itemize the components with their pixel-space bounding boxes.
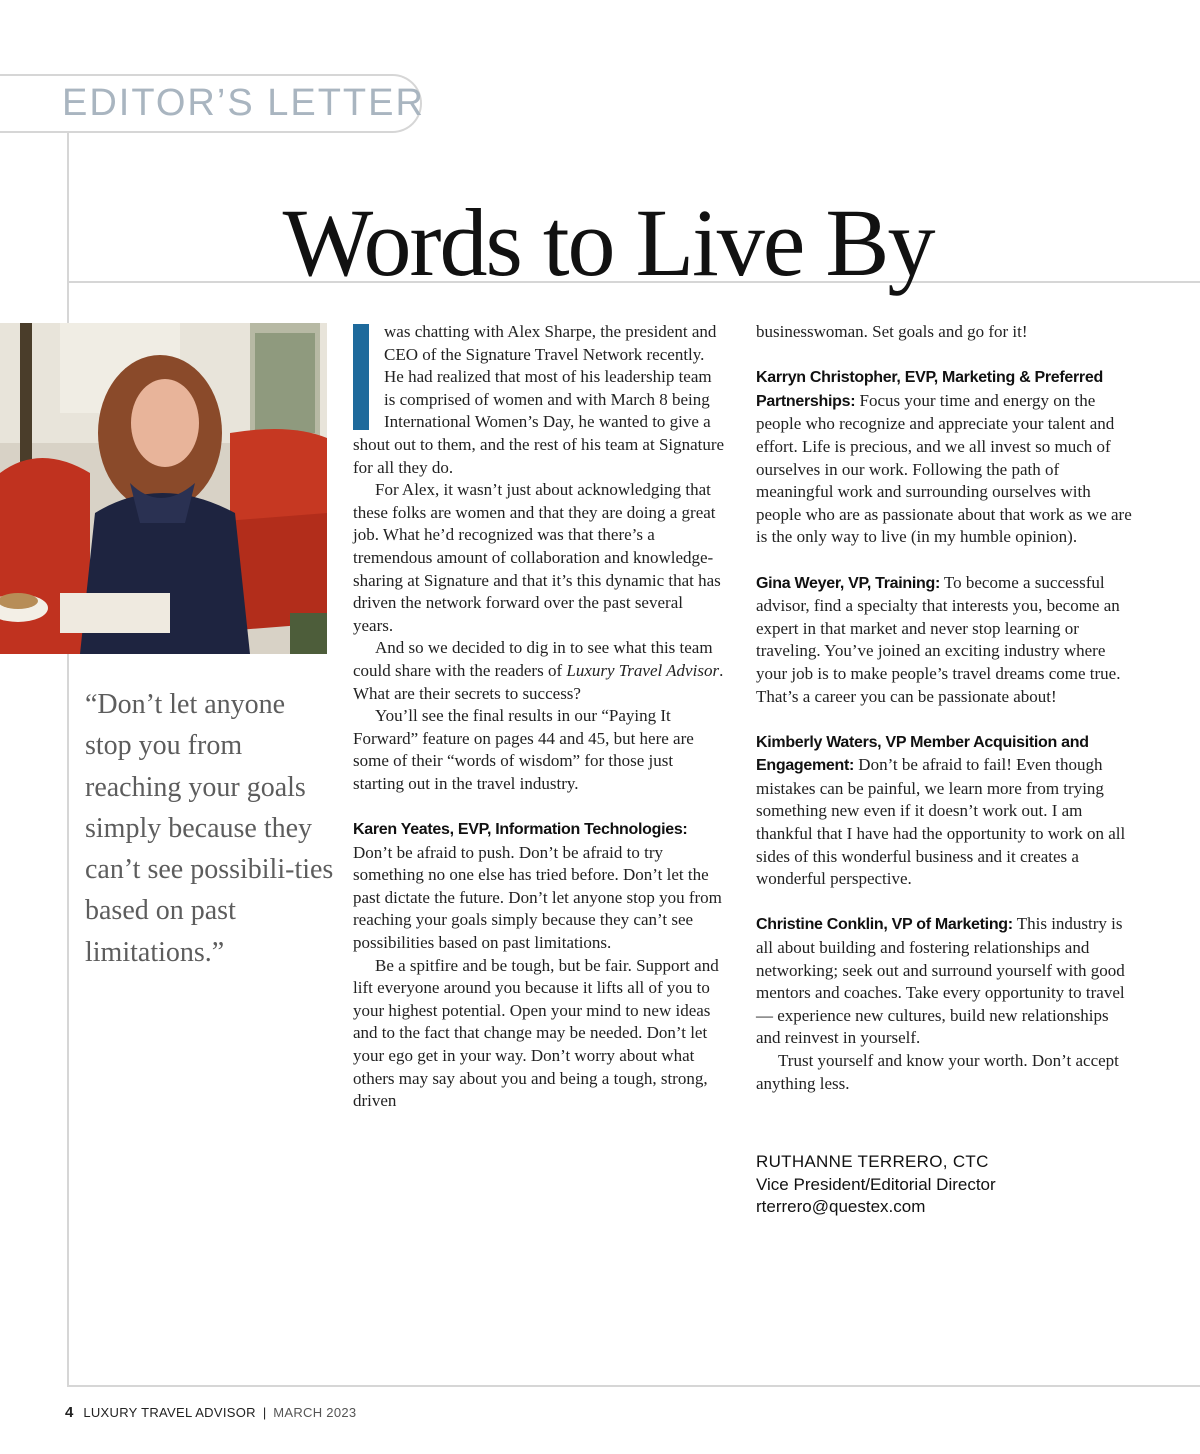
editor-name: RUTHANNE TERRERO, CTC <box>756 1152 989 1171</box>
opening-paragraph <box>353 321 725 479</box>
editor-title: Vice President/Editorial Director <box>756 1174 996 1194</box>
publication-title: LUXURY TRAVEL ADVISOR <box>83 1405 256 1420</box>
editor-signature <box>756 1151 996 1219</box>
editor-photo <box>0 323 327 654</box>
quote-text: To become a successful advisor, find a specialty that interests you, become an expert in that market and never stop learning or traveling. You’ve joined an exciting industry where your job is to make people’s travel dreams come true. That’s a career you can be passionate about! <box>756 572 1121 706</box>
pull-quote: “Don’t let anyone stop you from reaching your goals simply because they can’t see possibili-ties based on past limitations.” <box>85 689 334 968</box>
quote-text: Don’t be afraid to fail! Even though mistakes can be painful, we learn more from trying something new even if it doesn’t work out. I am thankful that I have had the opportunity to work on all sides of this wonderful business and it creates a wonderful perspective. <box>756 755 1126 889</box>
left-frame-line <box>67 133 69 1387</box>
issue-date: MARCH 2023 <box>273 1405 357 1420</box>
quote-attribution: Karryn Christopher, EVP, Marketing & Preferred Partnerships: <box>756 369 1103 410</box>
section-label: EDITOR’S LETTER <box>62 82 425 124</box>
paragraph-text: businesswoman. Set goals and go for it! <box>756 322 1028 341</box>
footer-separator: | <box>262 1405 267 1420</box>
quote-text: This industry is all about building and fostering relationships and networking; seek out and surround yourself with good mentors and coaches. Take every opportunity to travel — experience new cultures, build new relationships and reinvest in yourself. <box>756 914 1125 1048</box>
page-title: Words to Live By <box>282 189 934 296</box>
quote-attribution: Kimberly Waters, VP Member Acquisition and Engagement: <box>756 733 1089 775</box>
quote-attribution: Gina Weyer, VP, Training: <box>756 574 940 592</box>
paragraph-text: For Alex, it wasn’t just about acknowledging that these folks are women and that they are doing a great job. What he’d recognized was that there’s a tremendous amount of collaboration and knowledge-sharing at Signature and that it’s this dynamic that has driven the network forward over the past several years. <box>353 480 721 635</box>
paragraph-text: . What are their secrets to success? <box>353 660 724 703</box>
article-column-1 <box>353 321 725 1113</box>
quote-attribution: Christine Conklin, VP of Marketing: <box>756 916 1013 934</box>
paragraph-text: was chatting with Alex Sharpe, the president and CEO of the Signature Travel Network recently. He had realized that most of his leadership team is comprised of women and with March 8 being International Women’s Day, he wanted to give a shout out to them, and the rest of his team at Signature for all they do. <box>353 322 725 477</box>
page-footer <box>65 1404 356 1421</box>
footer-divider <box>67 1385 1200 1387</box>
quote-text: Don’t be afraid to push. Don’t be afraid to try something no one else has tried before. Don’t let the past dictate the future. Don’t let anyone stop you from reaching your goals simply because they can’t see possibilities based on past limitations. <box>353 842 722 953</box>
quote-text: Trust yourself and know your worth. Don’t accept anything less. <box>756 1051 1119 1093</box>
paragraph-text: You’ll see the final results in our “Paying It Forward” feature on pages 44 and 45, but here are some of their “words of wisdom” for those just starting out in the travel industry. <box>353 706 694 793</box>
drop-cap-i <box>353 324 369 430</box>
article-column-2 <box>756 321 1136 1095</box>
quote-attribution: Karen Yeates, EVP, Information Technologies: <box>353 821 688 839</box>
quote-text: Focus your time and energy on the people who recognize and appreciate your talent and effort. Life is precious, and we all invest so much of ourselves in our work. Following the path of meaningful work and surrounding ourselves with people who are as passionate about that work as we are is the only way to live (in my humble opinion). <box>756 390 1132 547</box>
publication-name: Luxury Travel Advisor <box>566 660 720 680</box>
page-number: 4 <box>65 1404 74 1421</box>
quote-text: Be a spitfire and be tough, but be fair. Support and lift everyone around you because it lifts all of you to your highest potential. Open your mind to new ideas and to the fact that change may be needed. Don’t let your ego get in your way. Don’t worry about what others may say about you and being a tough, strong, driven <box>353 955 719 1111</box>
editor-email[interactable]: rterrero@questex.com <box>756 1197 926 1217</box>
paragraph-text: And so we decided to dig in to see what this team could share with the readers of <box>353 638 713 680</box>
